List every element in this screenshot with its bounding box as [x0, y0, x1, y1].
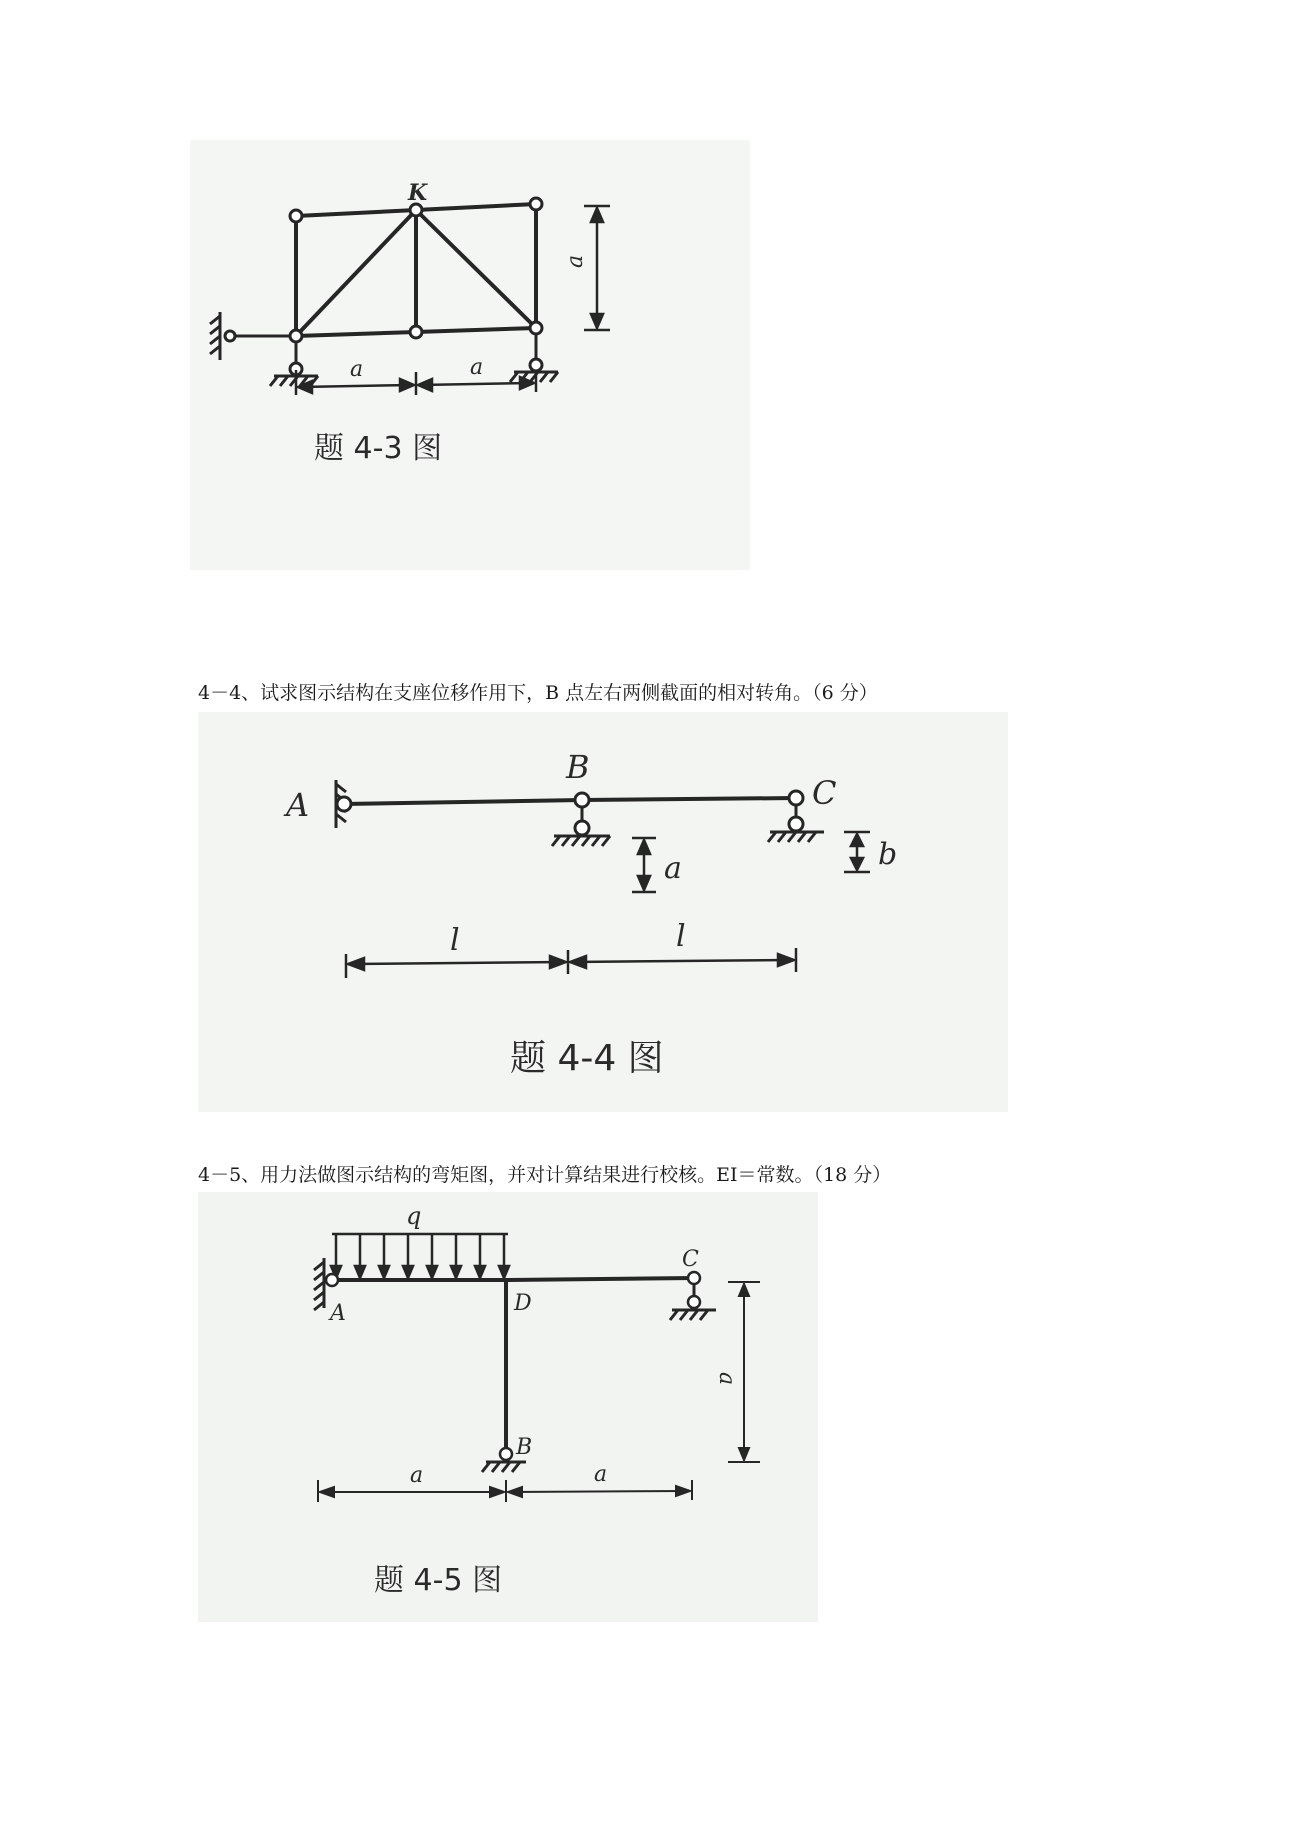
beam-bc [582, 798, 796, 800]
member-dc [506, 1278, 694, 1280]
point-c-label: C [812, 774, 837, 812]
dim-left-label-4-5: a [410, 1463, 424, 1488]
truss-top-chord-right [416, 204, 536, 210]
question-4-5-text: 4－5、用力法做图示结构的弯矩图，并对计算结果进行校核。EI＝常数。（18 分） [198, 1164, 892, 1186]
truss-bottom-chord-left [296, 332, 416, 336]
dim-height-label-4-5: a [714, 1372, 739, 1386]
load-q-label: q [406, 1202, 422, 1230]
truss-bottom-chord-right [416, 328, 536, 332]
figure-4-5 [198, 1192, 818, 1622]
truss-top-chord-left [296, 210, 416, 216]
distributed-load-q [331, 1234, 509, 1278]
frame-hinges [326, 1272, 700, 1460]
question-4-4-text: 4－4、试求图示结构在支座位移作用下，B 点左右两侧截面的相对转角。（6 分） [198, 682, 878, 704]
figure-4-3 [190, 140, 750, 570]
disp-a-label: a [664, 851, 682, 886]
frame-diagram [198, 1192, 818, 1622]
figure-4-5-caption: 题 4-5 图 [374, 1563, 503, 1598]
truss-right-diagonal [416, 210, 536, 328]
point-c-label-4-5: C [682, 1247, 699, 1272]
point-a-label-4-5: A [330, 1301, 346, 1326]
truss-diagram [190, 140, 750, 570]
disp-b-label: b [878, 837, 898, 872]
dim-left-label: a [350, 357, 364, 382]
dim-right-label: a [470, 355, 484, 380]
truss-left-diagonal [296, 210, 416, 336]
point-b-label-4-5: B [516, 1435, 533, 1460]
beam-ab [344, 800, 582, 804]
span-left-label: l [450, 923, 460, 958]
figure-4-3-caption: 题 4-3 图 [314, 431, 443, 466]
dim-height-label: a [563, 254, 588, 268]
point-d-label-4-5: D [514, 1291, 532, 1316]
point-b-label: B [566, 748, 590, 786]
joint-k-label: K [408, 180, 428, 206]
dim-right-label-4-5: a [594, 1462, 608, 1487]
span-right-label: l [676, 919, 686, 954]
figure-4-4 [198, 712, 1008, 1112]
figure-4-4-caption: 题 4-4 图 [510, 1038, 664, 1079]
point-a-label: A [286, 786, 310, 824]
beam-diagram [198, 712, 1008, 1112]
